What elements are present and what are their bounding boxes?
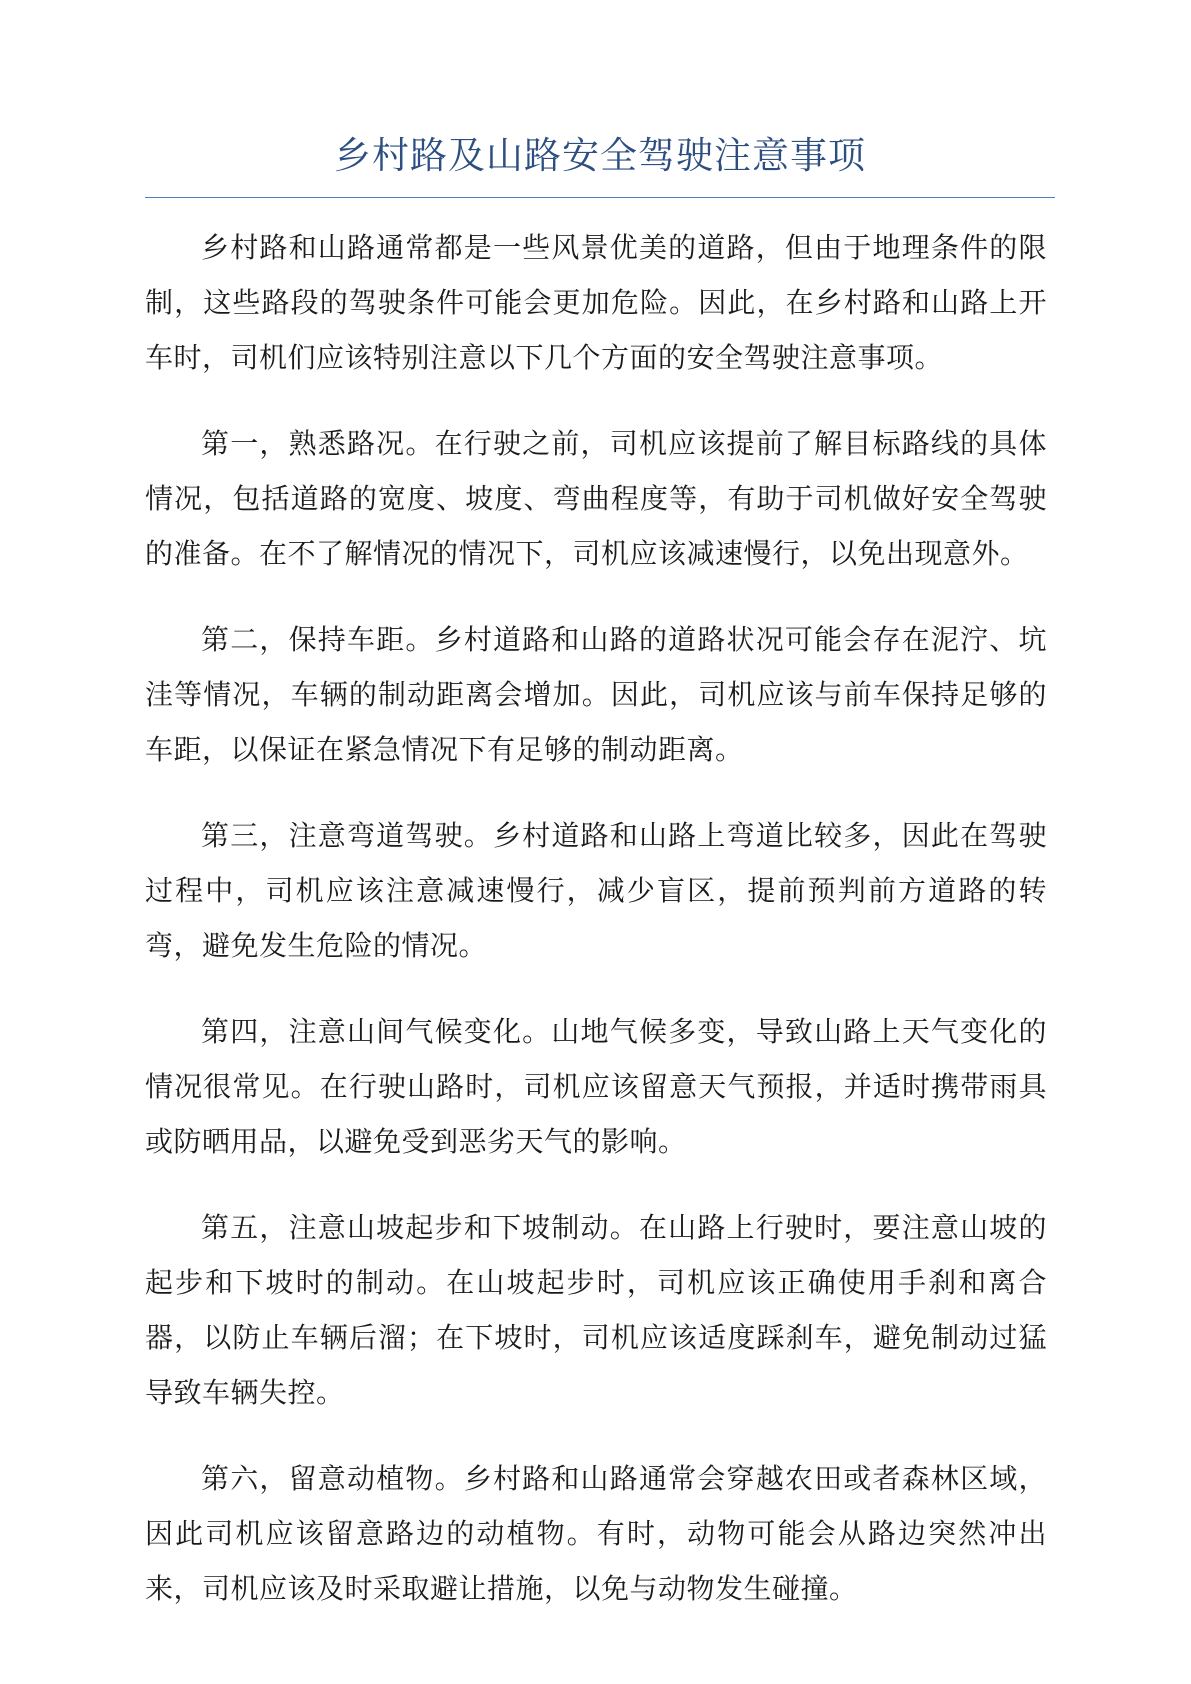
paragraph-point-3: 第三，注意弯道驾驶。乡村道路和山路上弯道比较多，因此在驾驶过程中，司机应该注意减速慢行，减少盲区，提前预判前方道路的转弯，避免发生危险的情况。 xyxy=(145,819,1047,962)
paragraph-intro: 乡村路和山路通常都是一些风景优美的道路，但由于地理条件的限制，这些路段的驾驶条件可能会更加危险。因此，在乡村路和山路上开车时，司机们应该特别注意以下几个方面的安全驾驶注意事项。 xyxy=(145,231,1047,374)
paragraph-point-6: 第六，留意动植物。乡村路和山路通常会穿越农田或者森林区域，因此司机应该留意路边的动植物。有时，动物可能会从路边突然冲出来，司机应该及时采取避让措施，以免与动物发生碰撞。 xyxy=(145,1462,1047,1605)
document-body xyxy=(145,220,1047,1647)
document-title: 乡村路及山路安全驾驶注意事项 xyxy=(334,134,866,177)
paragraph-point-2: 第二，保持车距。乡村道路和山路的道路状况可能会存在泥泞、坑洼等情况，车辆的制动距离会增加。因此，司机应该与前车保持足够的车距，以保证在紧急情况下有足够的制动距离。 xyxy=(145,623,1047,766)
paragraph-point-5: 第五，注意山坡起步和下坡制动。在山路上行驶时，要注意山坡的起步和下坡时的制动。在山坡起步时，司机应该正确使用手刹和离合器，以防止车辆后溜；在下坡时，司机应该适度踩刹车，避免制动过猛导致车辆失控。 xyxy=(145,1211,1047,1409)
title-divider xyxy=(145,197,1055,198)
paragraph-point-1: 第一，熟悉路况。在行驶之前，司机应该提前了解目标路线的具体情况，包括道路的宽度、坡度、弯曲程度等，有助于司机做好安全驾驶的准备。在不了解情况的情况下，司机应该减速慢行，以免出现意外。 xyxy=(145,427,1047,570)
paragraph-point-4: 第四，注意山间气候变化。山地气候多变，导致山路上天气变化的情况很常见。在行驶山路时，司机应该留意天气预报，并适时携带雨具或防晒用品，以避免受到恶劣天气的影响。 xyxy=(145,1015,1047,1158)
